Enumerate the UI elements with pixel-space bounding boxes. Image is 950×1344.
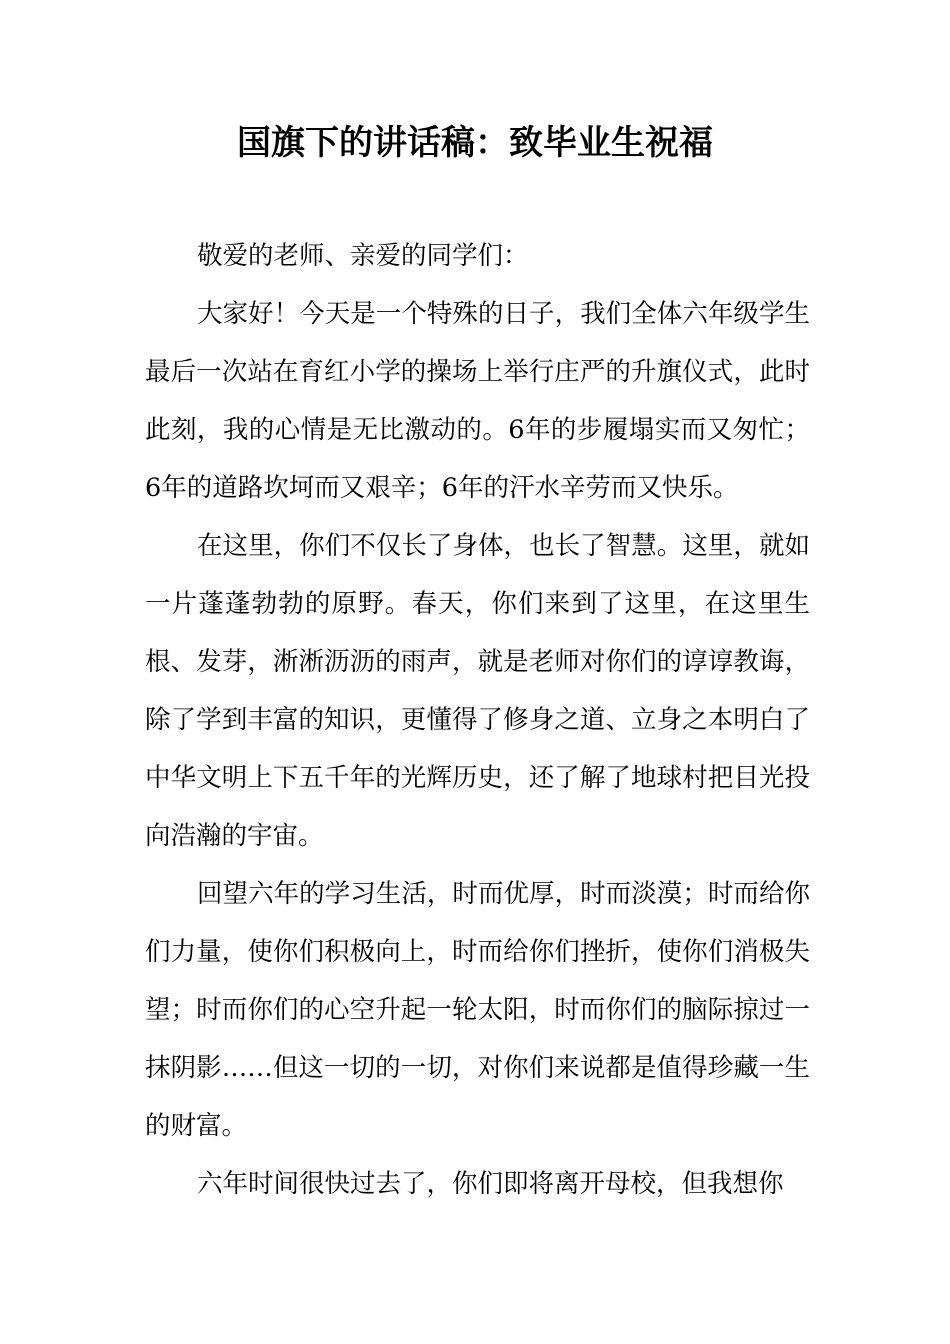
paragraph-greeting: 大家好！今天是一个特殊的日子，我们全体六年级学生最后一次站在育红小学的操场上举行庄严的升旗仪式，此时此刻，我的心情是无比激动的。6年的步履塌实而又匆忙；6年的道路坎坷而又艰辛；6年的汗水辛劳而又快乐。 xyxy=(145,299,810,503)
document-body xyxy=(145,227,810,1213)
paragraph-farewell: 六年时间很快过去了，你们即将离开母校，但我想你 xyxy=(197,1169,784,1199)
paragraph-reflection: 回望六年的学习生活，时而优厚，时而淡漠；时而给你们力量，使你们积极向上，时而给你们挫折，使你们消极失望；时而你们的心空升起一轮太阳，时而你们的脑际掠过一抹阴影……但这一切的一切，对你们来说都是值得珍藏一生的财富。 xyxy=(145,879,810,1141)
paragraph-salutation: 敬爱的老师、亲爱的同学们： xyxy=(197,241,529,271)
paragraph-growth: 在这里，你们不仅长了身体，也长了智慧。这里，就如一片蓬蓬勃勃的原野。春天，你们来到了这里，在这里生根、发芽，淅淅沥沥的雨声，就是老师对你们的谆谆教诲，除了学到丰富的知识，更懂得了修身之道、立身之本明白了中华文明上下五千年的光辉历史，还了解了地球村把目光投向浩瀚的宇宙。 xyxy=(145,531,810,851)
document-title: 国旗下的讲话稿：致毕业生祝福 xyxy=(237,123,713,163)
